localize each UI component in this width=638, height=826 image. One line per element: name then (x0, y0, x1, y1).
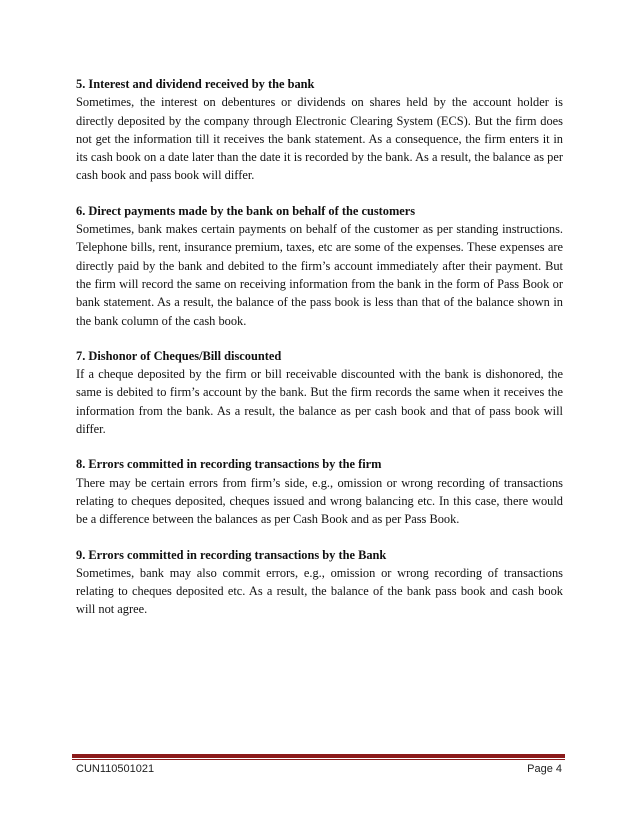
footer-document-id: CUN110501021 (76, 763, 155, 775)
section-paragraph: Sometimes, bank makes certain payments on behalf of the customer as per standing instructions. Telephone bills, rent, insurance premium, taxes, etc are some of the expenses. These expenses are directly paid by the bank and debited to the firm’s account immediately after their payment. But the firm will record the same on receiving information from the bank in the form of Pass Book or bank statement. As a result, the balance of the pass book is less than that of the balance shown in the bank column of the cash book. (76, 222, 563, 328)
section-paragraph: Sometimes, bank may also commit errors, e.g., omission or wrong recording of transactions relating to cheques deposited etc. As a result, the balance of the bank pass book and cash book will not agree. (76, 565, 563, 617)
footer-divider-thin (72, 759, 565, 760)
section-errors-bank (76, 546, 563, 619)
section-heading: 5. Interest and dividend received by the bank (76, 77, 315, 91)
section-paragraph: Sometimes, the interest on debentures or dividends on shares held by the account holder is directly deposited by the company through Electronic Clearing System (ECS). But the firm does not get the information till it receives the bank statement. As a consequence, the firm enters it in its cash book on a date later than the date it is recorded by the bank. As a result, the balance as per cash book and pass book will differ. (76, 95, 563, 183)
footer-page-number: Page 4 (527, 763, 562, 775)
section-dishonor-cheques (76, 347, 563, 438)
section-interest-dividend (76, 75, 563, 185)
section-heading: 6. Direct payments made by the bank on behalf of the customers (76, 203, 416, 218)
section-heading: 9. Errors committed in recording transactions by the Bank (76, 547, 387, 562)
section-paragraph: If a cheque deposited by the firm or bill receivable discounted with the bank is dishonored, the same is debited to firm’s account by the bank. But the firm records the same when it receives the information from the bank. As a result, the balance as per cash book and that of pass book will differ. (76, 367, 563, 437)
footer-divider (72, 754, 565, 758)
section-paragraph: There may be certain errors from firm’s side, e.g., omission or wrong recording of transactions relating to cheques deposited, cheques issued and wrong balancing etc. In this case, there would be a difference between the balances as per Cash Book and as per Pass Book. (76, 475, 563, 527)
section-heading: 7. Dishonor of Cheques/Bill discounted (76, 348, 282, 363)
section-direct-payments (76, 202, 563, 330)
document-body (76, 75, 563, 636)
section-errors-firm (76, 455, 563, 528)
section-heading: 8. Errors committed in recording transactions by the firm (76, 457, 382, 472)
